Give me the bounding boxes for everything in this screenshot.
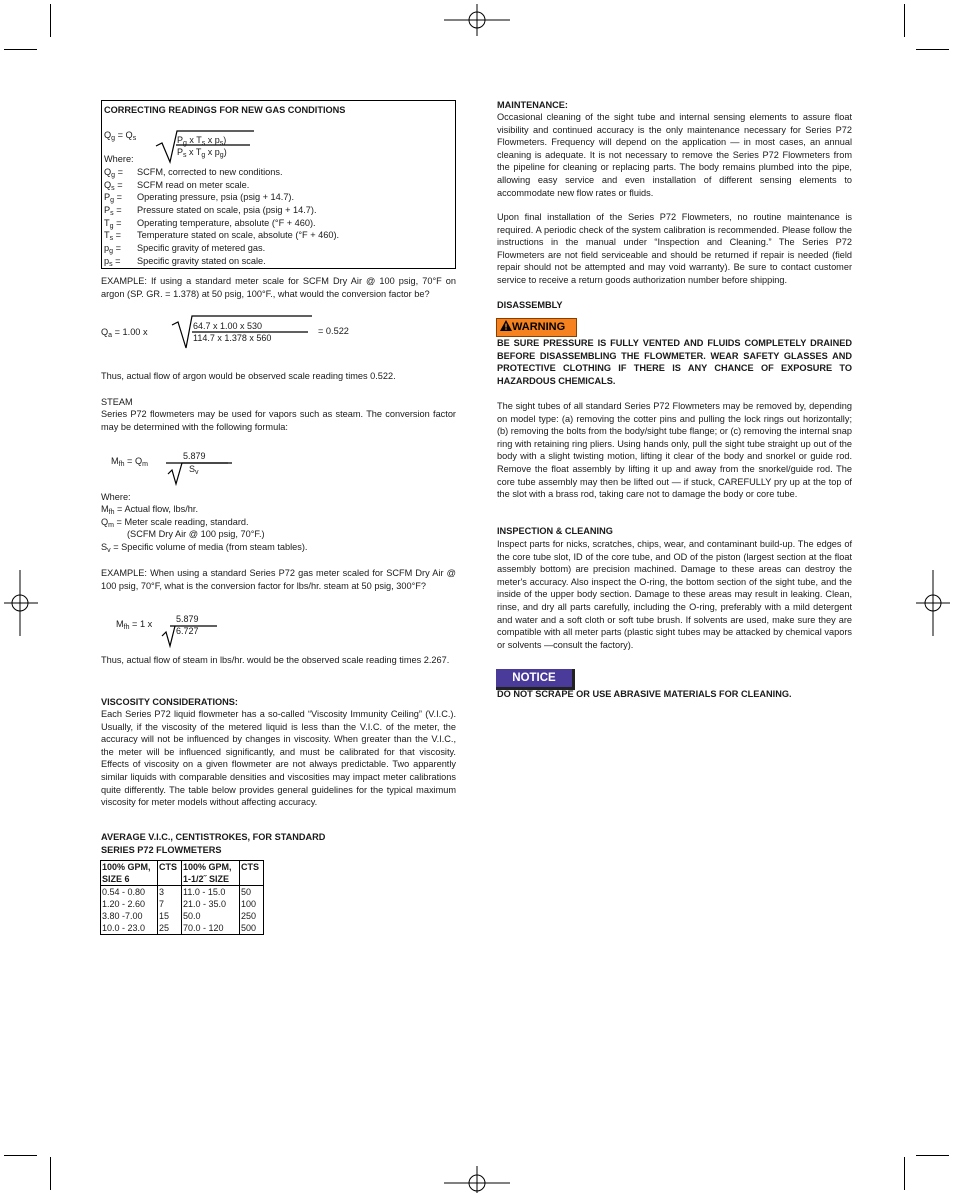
argon-numerator: 64.7 x 1.00 x 530 (193, 321, 263, 331)
table-cell-gpm-1-5: 11.0 - 15.0 21.0 - 35.0 50.0 70.0 - 120 (182, 886, 240, 935)
warning-label: WARNING (496, 318, 577, 337)
where-label: Where: (104, 154, 134, 164)
definition-row: $Q_m$ = Meter scale reading, standard. (101, 516, 249, 529)
equation-denominator: $P_s$ x $T_g$ x $p_g$) (177, 147, 227, 159)
header-cts-1: CTS (158, 861, 182, 886)
disassembly-title: DISASSEMBLY (497, 300, 563, 310)
steam-denominator: $S_v$ (189, 464, 199, 476)
example-steam: EXAMPLE: When using a standard Series P72 gas meter scaled for SCFM Dry Air @ 100 psig, 70°F, what is the conversion factor for lbs/hr. steam at 50 psig, 300°F? (101, 568, 456, 591)
maintenance-text-1: Occasional cleaning of the sight tube and internal sensing elements to assure float visibility and continued accuracy is the only maintenance necessary for Series P72 Flowmeters. Frequency will depend on the application — in most cases, an annual cleaning is adequate. It is not necessary to remove the Series P72 Flowmeters from the pipeline for cleaning or replacing parts. The body remains plumbed into the pipe, allowing easy service and even installation of different sensing elements to accommodate new flow rates or fluids. (497, 112, 852, 198)
definition-row: $T_g$ = Operating temperature, absolute (°F + 460). (104, 217, 316, 230)
steam-example-equation-lhs: $M_{fh} = 1$ x (116, 619, 153, 631)
gas-correction-box (101, 100, 456, 269)
table-cell-cts-1: 3 7 15 25 (158, 886, 182, 935)
warning-text: BE SURE PRESSURE IS FULLY VENTED AND FLUIDS COMPLETELY DRAINED BEFORE DISASSEMBLING THE FLOWMETER. WEAR SAFETY GLASSES AND PROTECTIVE CLOTHING IF THERE IS ANY CHANCE OF EXPOSURE TO HAZARDOUS CHEMICALS. (497, 338, 852, 386)
table-header-row (101, 861, 264, 886)
example-argon: EXAMPLE: If using a standard meter scale for SCFM Dry Air @ 100 psig, 70°F on argon (SP. GR. = 1.378) at 50 psig, 100°F., what would the conversion factor be? (101, 276, 456, 299)
steam-example-numerator: 5.879 (176, 614, 199, 624)
box-title: CORRECTING READINGS FOR NEW GAS CONDITIONS (104, 105, 346, 115)
argon-equation-lhs: $Q_a = 1.00$ x (101, 327, 148, 339)
equation-lhs: $Q_g = Q_s$ (104, 130, 137, 142)
definition-row: $S_v$ = Specific volume of media (from steam tables). (101, 542, 308, 555)
table-body-row (101, 886, 264, 935)
table-title-line-2: SERIES P72 FLOWMETERS (101, 845, 222, 855)
viscosity-text: Each Series P72 liquid flowmeter has a so-called “Viscosity Immunity Ceiling” (V.I.C.). Usually, if the viscosity of the metered liquid is less than the V.I.C. of the meter, the accuracy will not be influenced by changes in viscosity. When greater than the V.I.C., the meter will be influenced significantly, and must be calibrated for that viscosity. Effects of viscosity on a given flowmeter are not always predictable. Two apparently similar liquids with comparable densities and viscosities may impact meter calibrations quite differently. The table below provides general guidelines for the typical maximum viscosity for meter models without affecting accuracy. (101, 709, 456, 808)
notice-text: DO NOT SCRAPE OR USE ABRASIVE MATERIALS FOR CLEANING. (497, 689, 792, 699)
maintenance-text-2: Upon final installation of the Series P72 Flowmeters, no routine maintenance is required. A periodic check of the system calibration is recommended. Please follow the instructions in the manual under “Inspection and Cleaning.” The Series P72 Flowmeters are not field serviceable and should be returned if repair is needed (field repair should not be attempted and may void warranty). Be sure to contact customer service to receive a return goods authorization number before shipping. (497, 212, 852, 285)
definition-row: $p_s$ = Specific gravity stated on scale. (104, 255, 266, 268)
steam-title: STEAM (101, 397, 133, 407)
definition-row: $p_g$ = Specific gravity of metered gas. (104, 243, 266, 256)
definitions-list (104, 166, 454, 268)
maintenance-title: MAINTENANCE: (497, 100, 568, 110)
definition-row: $Q_s$ = SCFM read on meter scale. (104, 179, 250, 192)
notice-label: NOTICE (496, 669, 575, 690)
definition-row: (SCFM Dry Air @ 100 psig, 70°F.) (127, 529, 265, 540)
definition-row: $P_s$ = Pressure stated on scale, psia (psig + 14.7). (104, 205, 317, 218)
argon-denominator: 114.7 x 1.378 x 560 (193, 333, 272, 343)
inspection-text: Inspect parts for nicks, scratches, chips, wear, and contaminant build-up. The edges of the core tube slot, ID of the core tube, and OD of the piston (largest section at the float assembly bottom) are precision machined. Damage to these areas can destroy the meter's accuracy. Also inspect the O-ring, the bottom section of the sight tube, and the inside of the upper body section. Damage to these areas may result in leaking. Clean, rinse, and dry all parts carefully, including the O-ring, preferably with a mild detergent and water and a soft cloth or soft tube brush. If solvents are used, make sure they are compatible with all meter parts (plastic sight tubes may be attacked by chemical vapors or solvents —consult the factory). (497, 539, 852, 650)
definition-row: $T_s$ = Temperature stated on scale, absolute (°F + 460). (104, 230, 340, 243)
steam-numerator: 5.879 (183, 451, 206, 461)
where-label-2: Where: (101, 492, 131, 502)
header-gpm-size-6: 100% GPM, SIZE 6 (101, 861, 158, 886)
table-title-line-1: AVERAGE V.I.C., CENTISTROKES, FOR STANDARD (101, 832, 326, 842)
steam-equation-lhs: $M_{fh} = Q_m$ (111, 456, 148, 468)
equation-numerator: $P_g$ x $T_s$ x $p_s$) (177, 135, 227, 147)
steam-text: Series P72 flowmeters may be used for vapors such as steam. The conversion factor may be determined with the following formula: (101, 409, 456, 432)
header-cts-2: CTS (240, 861, 264, 886)
argon-conclusion: Thus, actual flow of argon would be observed scale reading times 0.522. (101, 371, 396, 381)
steam-conclusion: Thus, actual flow of steam in lbs/hr. would be the observed scale reading times 2.267. (101, 655, 450, 665)
warning-triangle-icon (500, 320, 512, 331)
table-cell-cts-2: 50 100 250 500 (240, 886, 264, 935)
inspection-title: INSPECTION & CLEANING (497, 526, 613, 536)
viscosity-title: VISCOSITY CONSIDERATIONS: (101, 697, 238, 707)
vic-table (100, 860, 264, 935)
table-cell-gpm-6: 0.54 - 0.80 1.20 - 2.60 3.80 -7.00 10.0 - 23.0 (101, 886, 158, 935)
argon-result: = 0.522 (318, 326, 349, 336)
definition-row: $P_g$ = Operating pressure, psia (psig + 14.7). (104, 192, 295, 205)
steam-definitions (101, 503, 456, 554)
disassembly-text: The sight tubes of all standard Series P72 Flowmeters may be removed by, depending on model type: (a) removing the cotter pins and pulling the lock rings out horizontally; (b) removing the bolts from the body/sight tube flange; or (c) removing the internal snap ring with retaining ring pliers. Using hands only, pull the sight tube straight up out of the body with a slight twisting motion, lifting it clear of the body and snorkel or guide rod. Remove the float assembly by lifting it up and away from the snorkel/guide rod. The core tube assembly may then be lifted out — if stuck, CAREFULLY pry up at the top of the slot with a brass rod, taking care not to damage the body or core tube. (497, 401, 852, 500)
definition-row: $Q_g$ = SCFM, corrected to new conditions. (104, 167, 283, 179)
steam-example-denominator: 6.727 (176, 626, 199, 636)
definition-row: $M_{fh}$ = Actual flow, lbs/hr. (101, 504, 198, 516)
header-gpm-size-1-5: 100% GPM, 1-1/2˝ SIZE (182, 861, 240, 886)
